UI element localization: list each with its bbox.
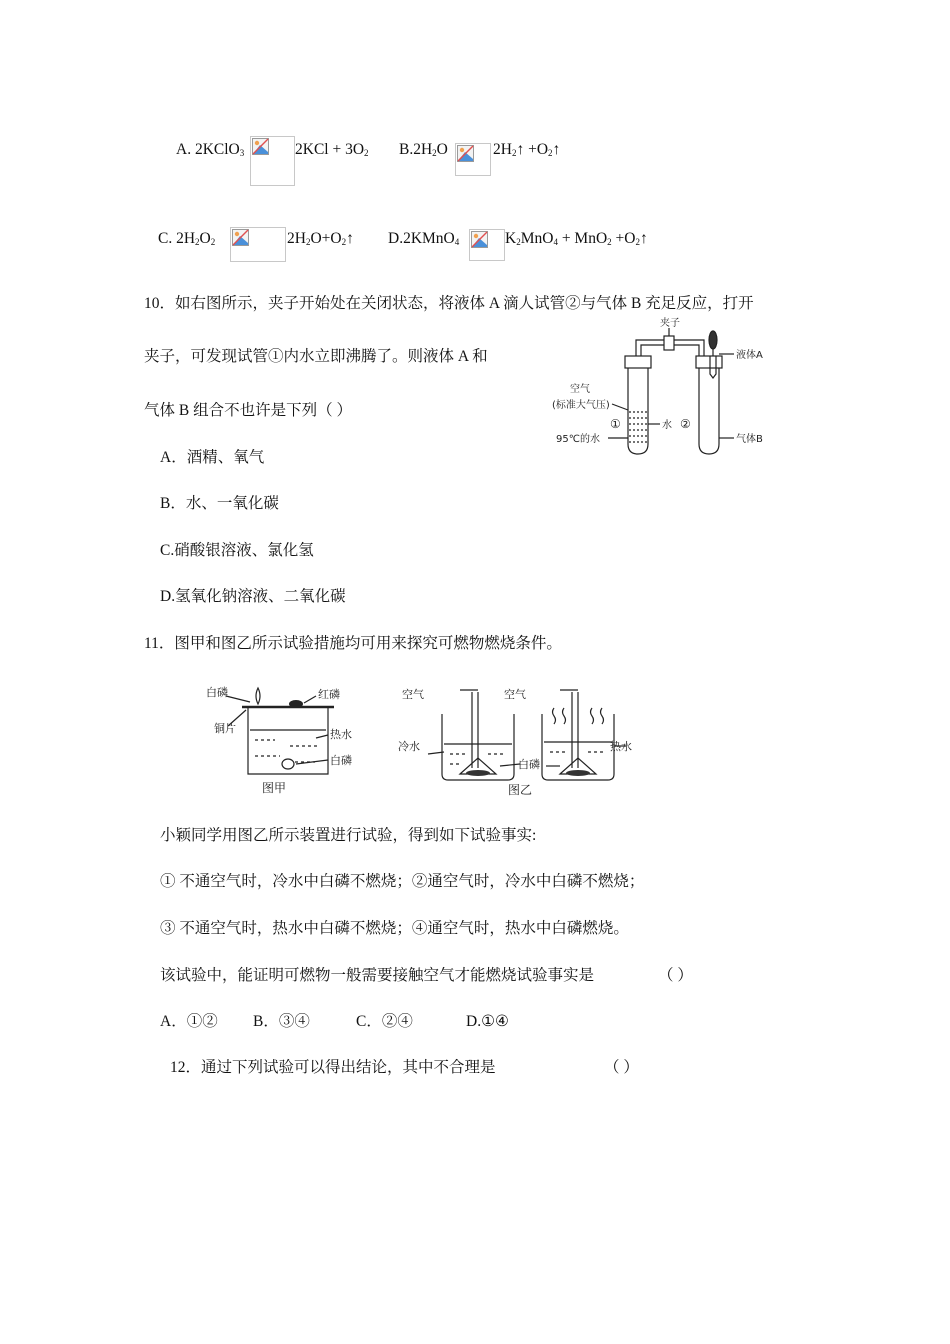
q10-option-d: D.氢氧化钠溶液、二氧化碳 (160, 588, 346, 605)
q11-figb-air-left: 空气 (402, 688, 424, 701)
q11-option-c: C．②④ (356, 1013, 413, 1030)
q9-option-a-product: $2KCl + 3O_2$ (295, 141, 369, 158)
q9-option-d-product: $K_2MnO_4 + MnO_2$ $+O_2↑$ (505, 230, 648, 247)
q11-stem: 11．图甲和图乙所示试验措施均可用来探究可燃物燃烧条件。 (144, 635, 562, 652)
q11-text-3: ③ 不通空气时，热水中白磷不燃烧；④通空气时，热水中白磷燃烧。 (160, 920, 629, 937)
q10-fig-tube2-label: ② (680, 417, 691, 431)
q9-option-c-product: $2H_2O+O_2↑$ (287, 230, 354, 247)
q11-figa-red-p: 红磷 (318, 688, 340, 701)
broken-image-icon (230, 227, 286, 262)
q11-figb-hot-water: 热水 (610, 740, 632, 753)
q11-question: 该试验中，能证明可燃物一般需要接触空气才能燃烧试验事实是 (160, 967, 595, 984)
q11-text-1: 小颖同学用图乙所示装置进行试验，得到如下试验事实: (160, 827, 537, 844)
q11-figa-hot-water: 热水 (330, 728, 352, 741)
q10-fig-tube1-label: ① (610, 417, 621, 431)
q9-option-c: C. $2H_2O_2$ (158, 230, 216, 247)
q10-stem-line3: 气体 B 组合不也许是下列（ ） (144, 402, 352, 419)
q11-figure-b (398, 680, 648, 798)
q11-figa-caption: 图甲 (262, 781, 287, 795)
q11-option-b: B．③④ (253, 1013, 310, 1030)
q10-fig-clamp-label: 夹子 (660, 318, 680, 329)
q9-option-b-product: $2H_2↑$ $+O_2↑$ (493, 141, 561, 158)
q10-fig-hot-water-label: 95℃的水 (556, 434, 600, 445)
q11-figb-white-p: 白磷 (518, 758, 540, 771)
q11-answer-paren: （ ） (658, 967, 693, 984)
q9-option-b: $B.2H_2O$ (399, 141, 448, 158)
q12-answer-paren: （ ） (604, 1059, 639, 1076)
q10-fig-pressure-label: (标准大气压) (552, 400, 610, 411)
q10-stem-line2: 夹子，可发现试管①内水立即沸腾了。则液体 A 和 (144, 348, 488, 365)
q9-option-a: A. 2KClO$_3$ (176, 141, 245, 158)
q11-option-a: A．①② (160, 1013, 218, 1030)
q10-apparatus-figure (552, 314, 792, 460)
q11-figb-caption: 图乙 (508, 783, 533, 797)
q10-option-a: A．酒精、氧气 (160, 449, 265, 466)
q11-figb-cold-water: 冷水 (398, 740, 420, 753)
q10-option-b: B．水、一氧化碳 (160, 495, 279, 512)
q10-fig-liquid-a-label: 液体A (736, 350, 763, 361)
q12-stem: 12．通过下列试验可以得出结论，其中不合理是 (170, 1059, 496, 1076)
broken-image-icon (455, 143, 491, 176)
q11-figure-a (200, 680, 360, 798)
q11-figa-white-p-top: 白磷 (206, 686, 228, 699)
broken-image-icon (469, 229, 505, 261)
q11-option-d: D.①④ (466, 1013, 509, 1030)
broken-image-icon (250, 136, 295, 186)
q11-text-2: ① 不通空气时，冷水中白磷不燃烧；②通空气时，冷水中白磷不燃烧； (160, 873, 645, 890)
q9-option-d: D.2KMnO$_4$ (388, 230, 460, 247)
q10-option-c: C.硝酸银溶液、氯化氢 (160, 542, 314, 559)
q11-figa-white-p-bottom: 白磷 (330, 754, 352, 767)
q10-fig-water-label: 水 (662, 420, 672, 431)
q10-fig-air-label: 空气 (570, 384, 590, 395)
q10-stem-line1: 10．如右图所示，夹子开始处在关闭状态，将液体 A 滴人试管②与气体 B 充足反应，打开 (144, 295, 754, 312)
q11-figa-copper: 铜片 (214, 722, 236, 735)
q11-figb-air-right: 空气 (504, 688, 526, 701)
q10-fig-gas-b-label: 气体B (736, 434, 763, 445)
